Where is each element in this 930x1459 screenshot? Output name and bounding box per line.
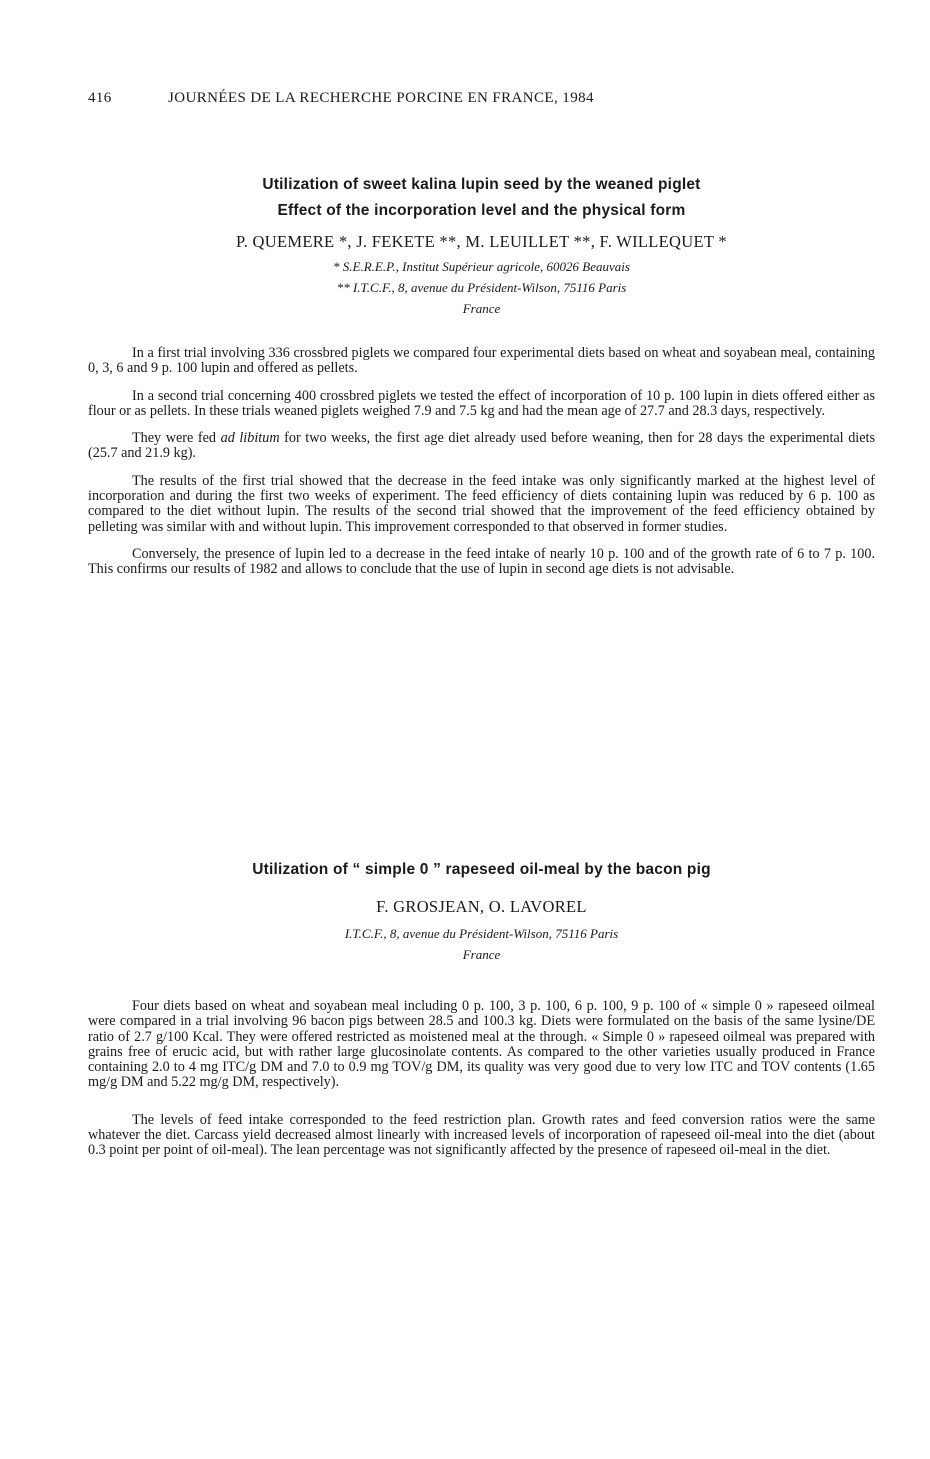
running-head	[88, 90, 594, 107]
article2-paragraph-1: Four diets based on wheat and soyabean meal including 0 p. 100, 3 p. 100, 6 p. 100, 9 p. 100 of « simple 0 » rapeseed oilmeal were compared in a trial involving 96 bacon pigs between 28.5 and 100.3 kg. Diets were formulated on the basis of the same lysine/DE ratio of 2.7 g/100 Kcal. They were offered restricted as moistened meal at the through. « Simple 0 » rapeseed oilmeal was prepared with grains free of erucic acid, but with rather large glucosinolate contents. As compared to the other varieties usually produced in France containing 2.0 to 4 mg ITC/g DM and 7.0 to 0.9 mg TOV/g DM, its quality was very good due to very low ITC and TOV contents (1.65 mg/g DM and 5.22 mg/g DM, respectively).	[88, 998, 875, 1091]
article2-affiliation: I.T.C.F., 8, avenue du Président-Wilson, 75116 Paris	[344, 926, 619, 941]
page-number: 416	[88, 90, 112, 106]
article2-paragraph-2: The levels of feed intake corresponded to the feed restriction plan. Growth rates and feed conversion ratios were the same whatever the diet. Carcass yield decreased almost linearly with increased levels of incorporation of rapeseed oil-meal into the diet (about 0.3 point per point of oil-meal). The lean percentage was not significantly affected by the presence of rapeseed oil-meal in the diet.	[88, 1111, 875, 1159]
article-rapeseed	[88, 857, 875, 1171]
article1-subtitle: Effect of the incorporation level and the physical form	[277, 202, 686, 219]
article1-paragraph-4: The results of the first trial showed that the decrease in the feed intake was only significantly marked at the highest level of incorporation and during the first two weeks of experiment. The feed efficiency of diets containing lupin was reduced by 6 p. 100 as compared to the diet without lupin. The results of the second trial showed that the improvement of the feed efficiency obtained by pelleting was similar with and without lupin. This improvement corresponded to that observed in former studies.	[88, 472, 875, 535]
article1-paragraph-1: In a first trial involving 336 crossbred piglets we compared four experimental diets based on wheat and soyabean meal, containing 0, 3, 6 and 9 p. 100 lupin and offered as pellets.	[88, 345, 875, 377]
article-lupin	[88, 172, 875, 590]
journal-title: JOURNÉES DE LA RECHERCHE PORCINE EN FRANCE, 1984	[168, 90, 594, 106]
article1-title: Utilization of sweet kalina lupin seed by the weaned piglet	[262, 176, 701, 193]
article1-affiliation-1: * S.E.R.E.P., Institut Supérieur agricole, 60026 Beauvais	[333, 259, 630, 274]
article2-authors: F. GROSJEAN, O. LAVOREL	[376, 897, 587, 916]
article1-paragraph-5: Conversely, the presence of lupin led to a decrease in the feed intake of nearly 10 p. 100 and of the growth rate of 6 to 7 p. 100. This confirms our results of 1982 and allows to conclude that the use of lupin in second age diets is not advisable.	[88, 545, 875, 578]
article2-title: Utilization of “ simple 0 ” rapeseed oil-meal by the bacon pig	[252, 861, 711, 878]
article1-paragraph-2: In a second trial concerning 400 crossbred piglets we tested the effect of incorporation of 10 p. 100 lupin in diets offered either as flour or as pellets. In these trials weaned piglets weighed 7.9 and 7.5 kg and had the mean age of 27.7 and 28.3 days, respectively.	[88, 387, 875, 419]
ad-libitum-term: ad libitum	[220, 430, 280, 447]
article1-authors: P. QUEMERE *, J. FEKETE **, M. LEUILLET **, F. WILLEQUET *	[236, 232, 727, 251]
article1-country: France	[462, 301, 501, 316]
article1-paragraph-3: They were fed ad libitum for two weeks, the first age diet already used before weaning, then for 28 days the experimental diets (25.7 and 21.9 kg).	[88, 430, 875, 462]
article1-affiliation-2: ** I.T.C.F., 8, avenue du Président-Wilson, 75116 Paris	[336, 280, 627, 295]
article2-country: France	[462, 947, 501, 962]
